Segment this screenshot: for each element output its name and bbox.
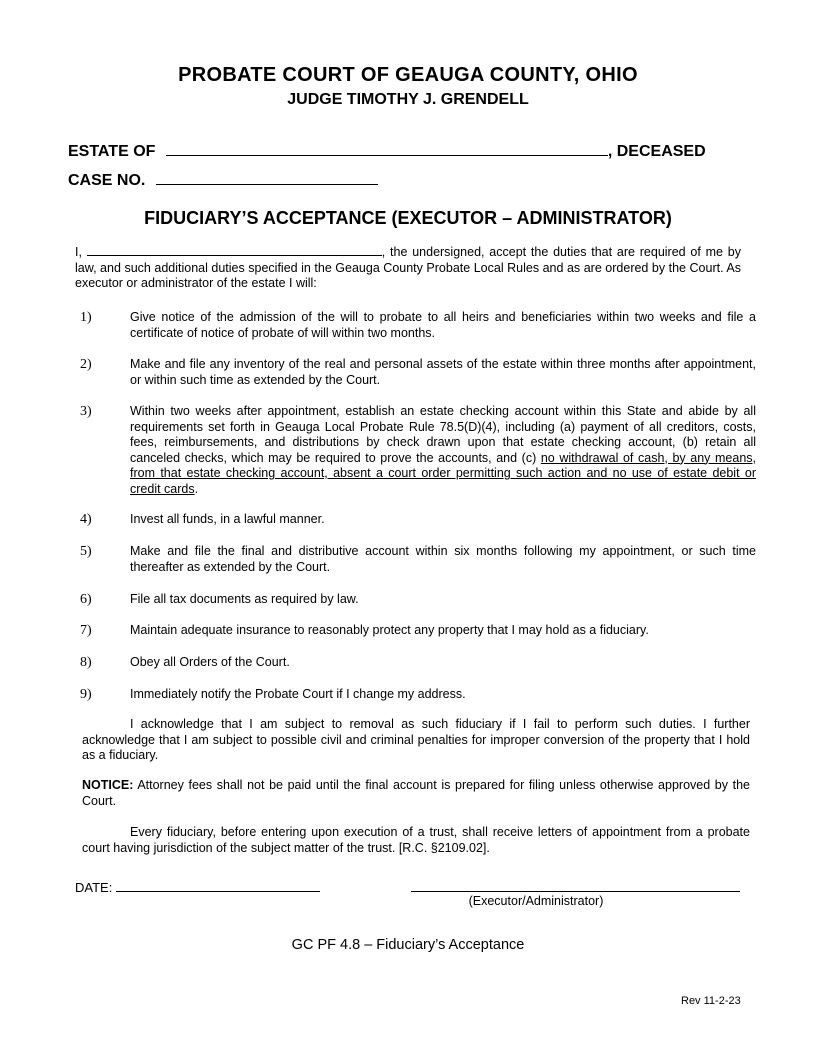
duty-item: [80, 544, 756, 575]
appointment-text: Every fiduciary, before entering upon execution of a trust, shall receive letters of appointment from a probate court having jurisdiction of the subject matter of the trust. [R.C. §2109.02].: [82, 825, 750, 855]
date-label: DATE:: [75, 880, 113, 895]
acknowledgement-text: I acknowledge that I am subject to removal as such fiduciary if I fail to perform such duties. I further acknowledge that I am subject to possible civil and criminal penalties for improper conversion of the property that I hold as a fiduciary.: [82, 717, 750, 762]
court-title: PROBATE COURT OF GEAUGA COUNTY, OHIO: [178, 64, 638, 86]
intro-prefix: I,: [75, 245, 82, 259]
duty-item: [80, 404, 756, 497]
signature-field[interactable]: [411, 891, 740, 892]
duty-item: [80, 512, 756, 528]
estate-name-field[interactable]: [166, 141, 608, 156]
notice-label: NOTICE:: [82, 778, 134, 792]
estate-of-label: ESTATE OF: [68, 143, 156, 160]
intro-text: , the undersigned, accept the duties that are required of me by law, and such additional duties specified in the Geauga County Probate Local Rules and as are ordered by the Court. As executor or administrator of the estate I will:: [75, 245, 741, 290]
duty-text: Make and file any inventory of the real and personal assets of the estate within three months after appointment, or within such time as extended by the Court.: [130, 357, 756, 387]
duty-item: [80, 310, 756, 341]
duty-number: 4): [80, 512, 92, 527]
case-number-line: [68, 170, 378, 190]
acknowledgement-paragraph: [82, 717, 750, 764]
duty-text: Obey all Orders of the Court.: [130, 655, 290, 669]
duty-item: [80, 357, 756, 388]
case-number-label: CASE NO.: [68, 172, 146, 189]
case-number-field[interactable]: [156, 170, 378, 185]
duty-item: [80, 687, 756, 703]
intro-paragraph: [75, 244, 741, 292]
form-footer: GC PF 4.8 – Fiduciary’s Acceptance: [291, 937, 525, 953]
duty-number: 6): [80, 592, 92, 607]
duty-number: 9): [80, 687, 92, 702]
duty-number: 8): [80, 655, 92, 670]
duty-item: [80, 623, 756, 639]
appointment-paragraph: [82, 825, 750, 856]
form-title: FIDUCIARY’S ACCEPTANCE (EXECUTOR – ADMINISTRATOR): [144, 208, 672, 228]
signature-caption: (Executor/Administrator): [468, 894, 604, 908]
notice-text: Attorney fees shall not be paid until the final account is prepared for filing unless otherwise approved by the Court.: [82, 778, 750, 808]
deceased-label: , DECEASED: [607, 143, 706, 160]
duty-text-underlined: no withdrawal of cash, by any means, from that estate checking account, absent a court order permitting such action and no use of estate debit or credit cards: [130, 450, 756, 496]
date-line: [75, 879, 320, 895]
duty-item: [80, 592, 756, 608]
duty-text: Invest all funds, in a lawful manner.: [130, 512, 325, 526]
revision-date: Rev 11-2-23: [681, 995, 741, 1007]
duty-text: Make and file the final and distributive account within six months following my appointment, or such time thereafter as extended by the Court.: [130, 544, 756, 574]
duty-text: Immediately notify the Probate Court if I change my address.: [130, 687, 466, 701]
estate-of-line: [68, 141, 706, 161]
duty-text: [130, 404, 756, 497]
date-field[interactable]: [116, 879, 320, 892]
duty-text: Give notice of the admission of the will to probate to all heirs and beneficiaries within two weeks and file a certificate of notice of probate of will within two months.: [130, 310, 756, 340]
fiduciary-name-field[interactable]: [87, 244, 382, 256]
duty-item: [80, 655, 756, 671]
duty-number: 1): [80, 310, 92, 325]
notice-paragraph: [82, 778, 750, 809]
duty-number: 5): [80, 544, 92, 559]
judge-name: JUDGE TIMOTHY J. GRENDELL: [287, 91, 529, 108]
duty-number: 3): [80, 404, 92, 419]
duty-text: File all tax documents as required by law.: [130, 592, 359, 606]
duty-text: Maintain adequate insurance to reasonably protect any property that I may hold as a fiduciary.: [130, 623, 649, 637]
duty-text-main: Within two weeks after appointment, establish an estate checking account within this State and abide by all requirements set forth in Geauga Local Probate Rule 78.5(D)(4), including (a) payment of all creditors, costs, fees, reimbursements, and distributions by check drawn upon that estate checking account, (b) retain all canceled checks, which may be required to prove the accounts, and (c): [130, 404, 756, 465]
duty-text-end: .: [194, 481, 199, 496]
duty-number: 2): [80, 357, 92, 372]
duty-number: 7): [80, 623, 92, 638]
